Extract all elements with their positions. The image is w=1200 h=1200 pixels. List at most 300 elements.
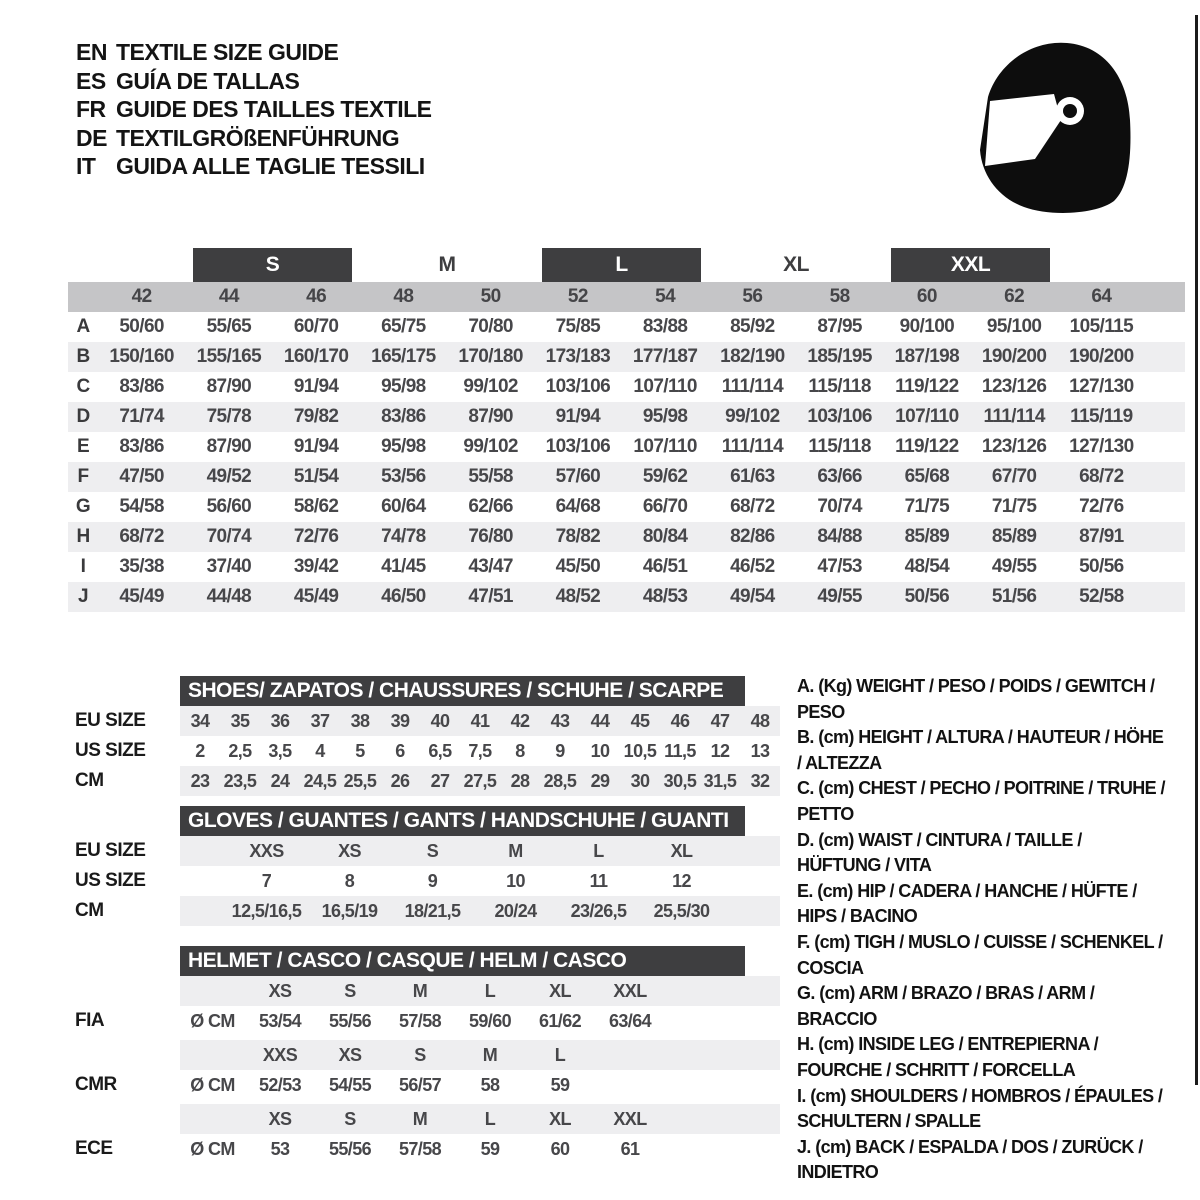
size-cell: 57/60 — [555, 466, 601, 487]
row-label: E — [76, 436, 90, 457]
helmet-size: L — [554, 1045, 566, 1065]
gloves-row — [180, 836, 780, 866]
size-cell: 87/91 — [1079, 526, 1124, 547]
size-cell: 82/86 — [730, 526, 775, 547]
helmet-cell: 61/62 — [538, 1011, 582, 1031]
size-cell: 87/90 — [206, 376, 252, 397]
label-spacer — [75, 976, 178, 1006]
size-cell: 85/89 — [904, 526, 950, 547]
numeric-size: 46 — [306, 286, 327, 307]
helmet-size: L — [484, 981, 496, 1001]
helmet-size: M — [412, 981, 428, 1001]
size-cell: 72/76 — [293, 526, 339, 547]
shoes-cell: 39 — [390, 711, 410, 731]
shoes-cell: 37 — [310, 711, 330, 731]
helmet-standard-label: ECE — [75, 1138, 113, 1159]
size-cell: 49/54 — [730, 586, 775, 607]
shoes-row — [180, 766, 780, 796]
size-cell: 91/94 — [293, 436, 339, 457]
shoes-cell: 6 — [395, 741, 405, 761]
size-cell: 46/50 — [381, 586, 426, 607]
gloves-cell: 23/26,5 — [570, 901, 627, 921]
size-cell: 47/51 — [468, 586, 513, 607]
helmet-size: S — [344, 1109, 356, 1129]
size-cell: 84/88 — [817, 526, 862, 547]
size-cell: 66/70 — [642, 496, 688, 517]
size-cell: 85/89 — [991, 526, 1037, 547]
label-spacer — [75, 1104, 178, 1134]
size-cell: 150/160 — [109, 346, 174, 367]
helmet-cell: 57/58 — [398, 1139, 442, 1159]
helmet-size: XXL — [613, 1109, 647, 1129]
shoes-row — [180, 736, 780, 766]
size-cell: 72/76 — [1079, 496, 1124, 517]
row-label: B — [76, 346, 90, 367]
shoes-cell: 25,5 — [343, 771, 377, 791]
numeric-size: 64 — [1091, 286, 1112, 307]
gloves-cell: XL — [670, 841, 693, 861]
textile-size-table — [68, 248, 1185, 612]
helmet-cell: 55/56 — [328, 1139, 372, 1159]
size-cell: 47/50 — [119, 466, 164, 487]
numeric-size: 50 — [480, 286, 501, 307]
size-cell: 105/115 — [1069, 316, 1134, 337]
lang-title: TEXTILGRÖßENFÜHRUNG — [116, 124, 400, 151]
helmet-row-labels — [75, 946, 178, 1164]
shoes-label: US SIZE — [75, 740, 146, 761]
lang-title: GUÍA DE TALLAS — [116, 67, 300, 94]
numeric-size: 58 — [829, 286, 850, 307]
label-spacer — [75, 946, 178, 976]
size-cell: 91/94 — [555, 406, 601, 427]
size-group-M: M — [438, 253, 456, 276]
gloves-cell: 12,5/16,5 — [231, 901, 302, 921]
size-cell: 60/64 — [381, 496, 426, 517]
shoes-cell: 23,5 — [223, 771, 257, 791]
table-row — [68, 462, 1185, 492]
shoes-cell: 11,5 — [664, 741, 696, 761]
gloves-cell: XXS — [249, 841, 284, 861]
size-cell: 83/86 — [119, 376, 164, 397]
gloves-cell: L — [593, 841, 604, 861]
size-cell: 190/200 — [981, 346, 1047, 367]
size-cell: 83/86 — [381, 406, 426, 427]
size-cell: 79/82 — [293, 406, 339, 427]
gloves-cell: XS — [338, 841, 361, 861]
lang-code: FR — [76, 96, 106, 122]
size-cell: 190/200 — [1069, 346, 1134, 367]
size-cell: 87/95 — [817, 316, 862, 337]
size-cell: 71/75 — [991, 496, 1037, 517]
helmet-size: S — [414, 1045, 426, 1065]
gloves-cell: 10 — [506, 871, 525, 891]
size-cell: 49/52 — [206, 466, 252, 487]
helmet-size: XS — [268, 981, 292, 1001]
gloves-cell: 9 — [427, 871, 438, 891]
size-cell: 83/88 — [642, 316, 688, 337]
shoes-cell: 28 — [510, 771, 530, 791]
size-cell: 62/66 — [468, 496, 513, 517]
size-cell: 111/114 — [721, 436, 784, 457]
legend-item: D. (cm) WAIST / CINTURA / TAILLE / HÜFTUNG / VITA — [797, 829, 1082, 876]
gloves-cell: 18/21,5 — [404, 901, 461, 921]
table-row — [68, 342, 1185, 372]
helmet-size: XXL — [613, 981, 647, 1001]
numeric-size: 52 — [567, 286, 588, 307]
size-cell: 61/63 — [730, 466, 775, 487]
lang-code: DE — [76, 124, 107, 151]
size-cell: 53/56 — [381, 466, 426, 487]
shoes-cell: 26 — [390, 771, 410, 791]
size-cell: 63/66 — [817, 466, 862, 487]
lang-row — [76, 124, 432, 153]
shoes-cell: 44 — [590, 711, 610, 731]
helmet-standard-label: FIA — [75, 1010, 105, 1031]
size-cell: 127/130 — [1069, 436, 1134, 457]
size-cell: 67/70 — [991, 466, 1037, 487]
lang-title: GUIDA ALLE TAGLIE TESSILI — [116, 153, 425, 179]
size-group-XL: XL — [783, 253, 809, 276]
size-cell: 87/90 — [206, 436, 252, 457]
lang-row — [76, 95, 432, 124]
helmet-cell: 59/60 — [468, 1011, 512, 1031]
helmet-sizes-row — [180, 1040, 780, 1070]
gloves-cell: 20/24 — [494, 901, 537, 921]
shoes-cell: 45 — [630, 711, 650, 731]
size-cell: 90/100 — [899, 316, 955, 337]
legend-item: H. (cm) INSIDE LEG / ENTREPIERNA / FOURCHE / SCHRITT / FORCELLA — [797, 1034, 1098, 1080]
language-list — [76, 38, 432, 181]
size-cell: 80/84 — [642, 526, 688, 547]
table-row — [68, 312, 1185, 342]
helmet-cell: 52/53 — [258, 1075, 302, 1095]
row-label: A — [76, 316, 90, 337]
shoes-cell: 24 — [270, 771, 290, 791]
size-cell: 123/126 — [981, 436, 1047, 457]
shoes-cell: 34 — [190, 711, 210, 731]
table-row — [68, 552, 1185, 582]
size-cell: 59/62 — [642, 466, 688, 487]
shoes-cell: 8 — [515, 741, 525, 761]
helmet-sizes-row — [180, 1104, 780, 1134]
helmet-values-row — [180, 1134, 780, 1164]
size-cell: 115/118 — [808, 436, 871, 457]
size-cell: 45/49 — [293, 586, 339, 607]
size-cell: 99/102 — [463, 376, 518, 397]
size-cell: 155/165 — [196, 346, 262, 367]
legend-item: E. (cm) HIP / CADERA / HANCHE / HÜFTE / HIPS / BACINO — [797, 880, 1137, 927]
helmet-cell: 57/58 — [398, 1011, 442, 1031]
shoes-title: SHOES/ ZAPATOS / CHAUSSURES / SCHUHE / SCARPE — [188, 679, 724, 702]
shoes-cell: 32 — [750, 771, 770, 791]
size-cell: 70/80 — [468, 316, 513, 337]
size-cell: 51/54 — [293, 466, 339, 487]
size-cell: 49/55 — [817, 586, 862, 607]
lang-title: TEXTILE SIZE GUIDE — [116, 39, 339, 65]
size-cell: 48/52 — [555, 586, 601, 607]
size-cell: 45/50 — [555, 556, 601, 577]
row-label: D — [76, 406, 90, 427]
size-cell: 107/110 — [633, 376, 697, 397]
legend-item: G. (cm) ARM / BRAZO / BRAS / ARM / BRACCIO — [797, 983, 1095, 1029]
diameter-unit: Ø CM — [190, 1075, 235, 1095]
lang-row — [76, 38, 432, 67]
size-cell: 49/55 — [991, 556, 1037, 577]
shoes-table — [180, 676, 780, 796]
helmet-size: XXS — [262, 1045, 298, 1065]
size-cell: 74/78 — [381, 526, 426, 547]
size-cell: 173/183 — [545, 346, 611, 367]
textile-rows — [68, 312, 1185, 612]
shoes-cell: 3,5 — [268, 741, 292, 761]
size-cell: 187/198 — [894, 346, 960, 367]
helmet-title-bar — [180, 946, 745, 976]
helmet-cell: 58 — [480, 1075, 500, 1095]
label-spacer — [75, 1040, 178, 1070]
shoes-cell: 30 — [630, 771, 650, 791]
helmet-rows — [180, 976, 780, 1164]
size-cell: 37/40 — [206, 556, 252, 577]
size-cell: 50/56 — [904, 586, 950, 607]
size-cell: 55/65 — [206, 316, 252, 337]
size-cell: 60/70 — [293, 316, 339, 337]
legend-item: I. (cm) SHOULDERS / HOMBROS / ÉPAULES / SCHULTERN / SPALLE — [797, 1085, 1163, 1132]
size-cell: 48/53 — [642, 586, 688, 607]
size-cell: 182/190 — [720, 346, 785, 367]
size-cell: 115/119 — [1070, 406, 1133, 427]
helmet-table — [180, 946, 780, 1164]
size-cell: 51/56 — [991, 586, 1037, 607]
helmet-sizes-row — [180, 976, 780, 1006]
helmet-cell: 59 — [480, 1139, 500, 1159]
size-cell: 103/106 — [807, 406, 872, 427]
shoes-cell: 41 — [470, 711, 490, 731]
shoes-cell: 35 — [230, 711, 250, 731]
size-cell: 50/56 — [1079, 556, 1124, 577]
legend-item: A. (Kg) WEIGHT / PESO / POIDS / GEWITCH / PESO — [797, 676, 1155, 722]
size-cell: 99/102 — [463, 436, 518, 457]
helmet-cell: 54/55 — [328, 1075, 372, 1095]
size-cell: 111/114 — [983, 406, 1045, 427]
lang-title: GUIDE DES TAILLES TEXTILE — [116, 96, 432, 122]
gloves-label: EU SIZE — [75, 840, 146, 861]
gloves-cell: 8 — [344, 871, 355, 891]
size-cell: 50/60 — [119, 316, 164, 337]
size-cell: 58/62 — [293, 496, 339, 517]
helmet-size: XS — [268, 1109, 292, 1129]
numeric-size: 56 — [742, 286, 763, 307]
gloves-cell: 7 — [261, 871, 272, 891]
size-cell: 75/78 — [206, 406, 252, 427]
shoes-cell: 27,5 — [463, 771, 497, 791]
shoes-title-bar — [180, 676, 745, 706]
helmet-values-row — [180, 1006, 780, 1036]
helmet-cell: 60 — [550, 1139, 570, 1159]
size-cell: 47/53 — [817, 556, 862, 577]
size-cell: 87/90 — [468, 406, 513, 427]
size-cell: 107/110 — [895, 406, 959, 427]
lang-code: ES — [76, 67, 106, 94]
shoes-label: CM — [75, 770, 104, 791]
textile-size-groups — [68, 248, 1185, 282]
band-spacer — [68, 282, 98, 312]
size-cell: 160/170 — [283, 346, 349, 367]
numeric-size: 62 — [1004, 286, 1025, 307]
size-cell: 91/94 — [293, 376, 339, 397]
row-label: J — [78, 586, 88, 607]
shoes-cell: 38 — [350, 711, 370, 731]
size-cell: 46/51 — [642, 556, 688, 577]
table-row — [68, 522, 1185, 552]
shoes-cell: 13 — [750, 741, 770, 761]
shoes-cell: 24,5 — [303, 771, 337, 791]
size-cell: 68/72 — [730, 496, 775, 517]
shoes-label: EU SIZE — [75, 710, 146, 731]
label-spacer — [75, 676, 178, 706]
lang-row — [76, 67, 432, 96]
size-cell: 115/118 — [808, 376, 871, 397]
table-row — [68, 492, 1185, 522]
shoes-cell: 9 — [555, 741, 565, 761]
helmet-cell: 63/64 — [608, 1011, 652, 1031]
row-label: G — [75, 496, 91, 517]
helmet-title: HELMET / CASCO / CASQUE / HELM / CASCO — [188, 949, 627, 972]
row-label: C — [76, 376, 90, 397]
size-cell: 39/42 — [293, 556, 339, 577]
gloves-row — [180, 896, 780, 926]
gloves-cell: 11 — [589, 871, 608, 891]
gloves-cell: 12 — [672, 871, 691, 891]
shoes-cell: 28,5 — [543, 771, 577, 791]
shoes-cell: 31,5 — [703, 771, 737, 791]
shoes-cell: 10,5 — [623, 741, 657, 761]
legend-item: F. (cm) TIGH / MUSLO / CUISSE / SCHENKEL / COSCIA — [797, 931, 1163, 978]
shoes-cell: 46 — [670, 711, 690, 731]
size-cell: 65/75 — [381, 316, 426, 337]
shoes-cell: 23 — [190, 771, 210, 791]
size-cell: 170/180 — [458, 346, 523, 367]
size-cell: 68/72 — [119, 526, 164, 547]
helmet-size: M — [482, 1045, 498, 1065]
shoes-cell: 2 — [195, 741, 205, 761]
helmet-cell: 53 — [270, 1139, 290, 1159]
numeric-size: 54 — [655, 286, 676, 307]
lang-row — [76, 152, 432, 181]
size-cell: 64/68 — [555, 496, 601, 517]
diameter-unit: Ø CM — [190, 1139, 235, 1159]
helmet-cell: 53/54 — [258, 1011, 302, 1031]
size-cell: 103/106 — [545, 376, 611, 397]
shoes-cell: 10 — [590, 741, 610, 761]
helmet-cell: 56/57 — [398, 1075, 442, 1095]
size-cell: 65/68 — [904, 466, 950, 487]
size-cell: 71/75 — [904, 496, 950, 517]
page-edge-line — [1195, 15, 1198, 1085]
size-group-S: S — [193, 248, 352, 282]
size-cell: 48/54 — [904, 556, 950, 577]
label-spacer — [75, 806, 178, 836]
helmet-size: M — [412, 1109, 428, 1129]
size-cell: 55/58 — [468, 466, 513, 487]
helmet-size: L — [484, 1109, 496, 1129]
size-cell: 165/175 — [371, 346, 436, 367]
table-row — [68, 372, 1185, 402]
helmet-size: XL — [549, 981, 571, 1001]
helmet-cell: 61 — [620, 1139, 640, 1159]
legend-item: J. (cm) BACK / ESPALDA / DOS / ZURÜCK / INDIETRO — [797, 1136, 1143, 1183]
size-cell: 85/92 — [730, 316, 775, 337]
size-cell: 44/48 — [206, 586, 252, 607]
gloves-title-bar — [180, 806, 745, 836]
size-cell: 95/98 — [642, 406, 688, 427]
size-cell: 52/58 — [1079, 586, 1124, 607]
size-cell: 70/74 — [206, 526, 252, 547]
diameter-unit: Ø CM — [190, 1011, 235, 1031]
shoes-cell: 43 — [550, 711, 570, 731]
gloves-rows — [180, 836, 780, 926]
size-cell: 95/98 — [381, 436, 426, 457]
shoes-cell: 47 — [710, 711, 730, 731]
helmet-size: S — [344, 981, 356, 1001]
gloves-cell: 16,5/19 — [321, 901, 378, 921]
size-cell: 68/72 — [1079, 466, 1124, 487]
shoes-cell: 12 — [710, 741, 730, 761]
gloves-table — [180, 806, 780, 926]
shoes-cell: 2,5 — [228, 741, 252, 761]
numeric-size: 60 — [916, 286, 937, 307]
table-row — [68, 582, 1185, 612]
shoes-cell: 7,5 — [468, 741, 492, 761]
shoes-cell: 30,5 — [663, 771, 697, 791]
shoes-cell: 40 — [430, 711, 450, 731]
size-cell: 70/74 — [817, 496, 862, 517]
size-cell: 123/126 — [981, 376, 1047, 397]
size-cell: 56/60 — [206, 496, 252, 517]
size-cell: 95/98 — [381, 376, 426, 397]
size-cell: 99/102 — [725, 406, 780, 427]
size-cell: 75/85 — [555, 316, 601, 337]
row-label: I — [80, 556, 86, 577]
gloves-label: CM — [75, 900, 104, 921]
size-cell: 45/49 — [119, 586, 164, 607]
shoes-row — [180, 706, 780, 736]
size-cell: 76/80 — [468, 526, 513, 547]
gloves-label: US SIZE — [75, 870, 146, 891]
size-group-L: L — [542, 248, 701, 282]
size-cell: 71/74 — [119, 406, 164, 427]
lang-code: IT — [76, 153, 96, 179]
size-cell: 78/82 — [555, 526, 601, 547]
helmet-standard-label: CMR — [75, 1074, 117, 1095]
shoes-row-labels — [75, 676, 178, 796]
size-cell: 127/130 — [1069, 376, 1134, 397]
shoes-cell: 36 — [270, 711, 290, 731]
numeric-size: 48 — [393, 286, 414, 307]
legend-item: C. (cm) CHEST / PECHO / POITRINE / TRUHE / PETTO — [797, 778, 1165, 824]
size-cell: 35/38 — [119, 556, 164, 577]
helmet-values-row — [180, 1070, 780, 1100]
shoes-rows — [180, 706, 780, 796]
size-cell: 107/110 — [633, 436, 697, 457]
gloves-row-labels — [75, 806, 178, 926]
textile-numeric-sizes — [68, 282, 1185, 312]
size-cell: 177/187 — [632, 346, 698, 367]
shoes-cell: 48 — [750, 711, 770, 731]
shoes-cell: 5 — [355, 741, 365, 761]
row-label: H — [76, 526, 90, 547]
lang-code: EN — [76, 39, 107, 65]
helmet-cell: 55/56 — [328, 1011, 372, 1031]
